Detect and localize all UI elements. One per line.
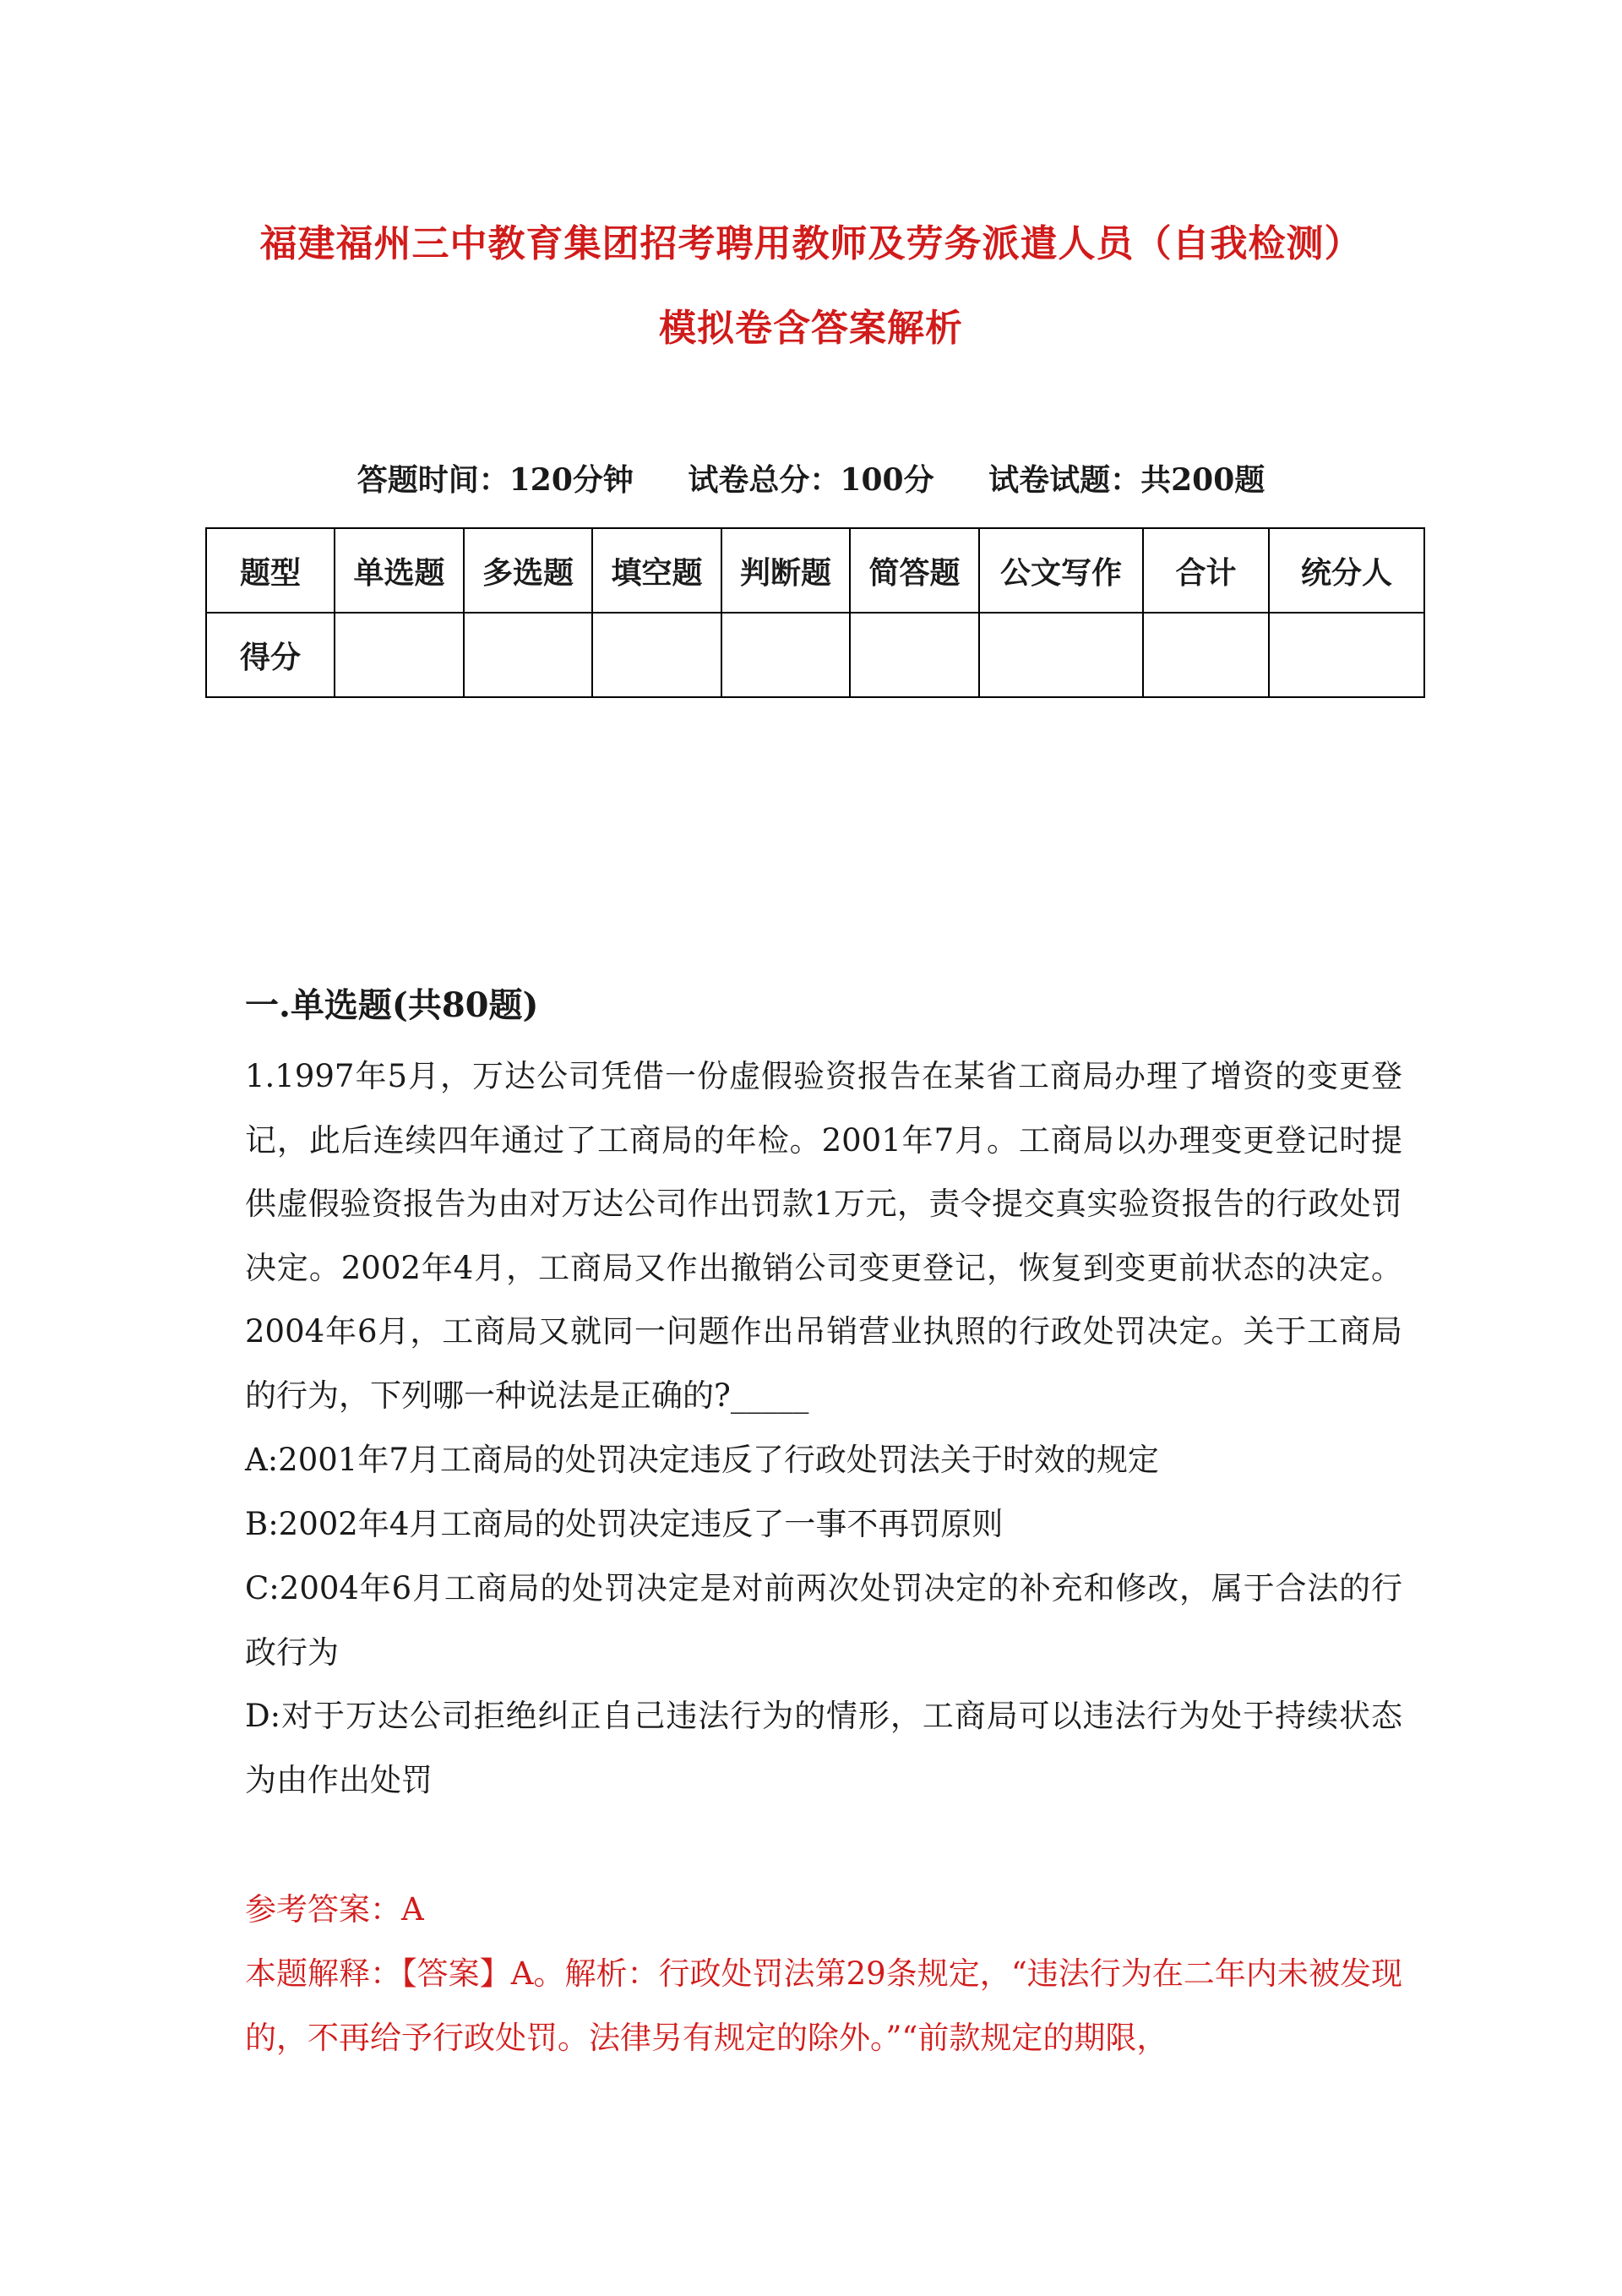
score-cell: [721, 613, 850, 697]
score-cell: [1143, 613, 1269, 697]
score-cell: [335, 613, 464, 697]
reference-answer: 参考答案：A: [245, 1891, 424, 1928]
score-cell: [464, 613, 592, 697]
document-title-line2: 模拟卷含答案解析: [659, 307, 963, 350]
score-table-score-row: [206, 613, 1424, 697]
document-title-line1: 福建福州三中教育集团招考聘用教师及劳务派遣人员（自我检测）: [259, 222, 1363, 265]
score-row-label: 得分: [206, 613, 335, 697]
exam-total-score: 试卷总分：100分: [688, 462, 934, 498]
score-cell: [592, 613, 721, 697]
option-d: D:对于万达公司拒绝纠正自己违法行为的情形，工商局可以违法行为处于持续状态为由作出处罚: [245, 1698, 1402, 1798]
score-cell: [1269, 613, 1424, 697]
exam-time: 答题时间：120分钟: [357, 462, 634, 498]
table-header-cell: 题型: [206, 528, 335, 613]
table-header-cell: 合计: [1143, 528, 1269, 613]
table-header-cell: 公文写作: [979, 528, 1143, 613]
option-c: C:2004年6月工商局的处罚决定是对前两次处罚决定的补充和修改，属于合法的行政行为: [245, 1570, 1402, 1671]
table-header-cell: 多选题: [464, 528, 592, 613]
answer-explanation: 本题解释：【答案】A。解析：行政处罚法第29条规定，“违法行为在二年内未被发现的，不再给予行政处罚。法律另有规定的除外。”“前款规定的期限，: [245, 1955, 1402, 2056]
table-header-cell: 填空题: [592, 528, 721, 613]
table-header-cell: 统分人: [1269, 528, 1424, 613]
table-header-cell: 单选题: [335, 528, 464, 613]
option-b: B:2002年4月工商局的处罚决定违反了一事不再罚原则: [245, 1506, 1004, 1542]
exam-meta: [127, 456, 1495, 499]
table-header-cell: 简答题: [850, 528, 979, 613]
score-cell: [850, 613, 979, 697]
score-table-header-row: [206, 528, 1424, 613]
exam-question-count: 试卷试题：共200题: [988, 462, 1265, 498]
score-table: [205, 527, 1425, 698]
table-header-cell: 判断题: [721, 528, 850, 613]
question-text: 1.1997年5月，万达公司凭借一份虚假验资报告在某省工商局办理了增资的变更登记，此后连续四年通过了工商局的年检。2001年7月。工商局以办理变更登记时提供虚假验资报告为由对万达公司作出罚款1万元，责令提交真实验资报告的行政处罚决定。2002年4月，工商局又作出撤销公司变更登记，恢复到变更前状态的决定。2004年6月，工商局又就同一问题作出吊销营业执照的行政处罚决定。关于工商局的行为，下列哪一种说法是正确的?_____: [245, 1058, 1402, 1414]
section-title: 一.单选题(共80题): [245, 985, 539, 1025]
option-a: A:2001年7月工商局的处罚决定违反了行政处罚法关于时效的规定: [245, 1442, 1159, 1478]
score-cell: [979, 613, 1143, 697]
